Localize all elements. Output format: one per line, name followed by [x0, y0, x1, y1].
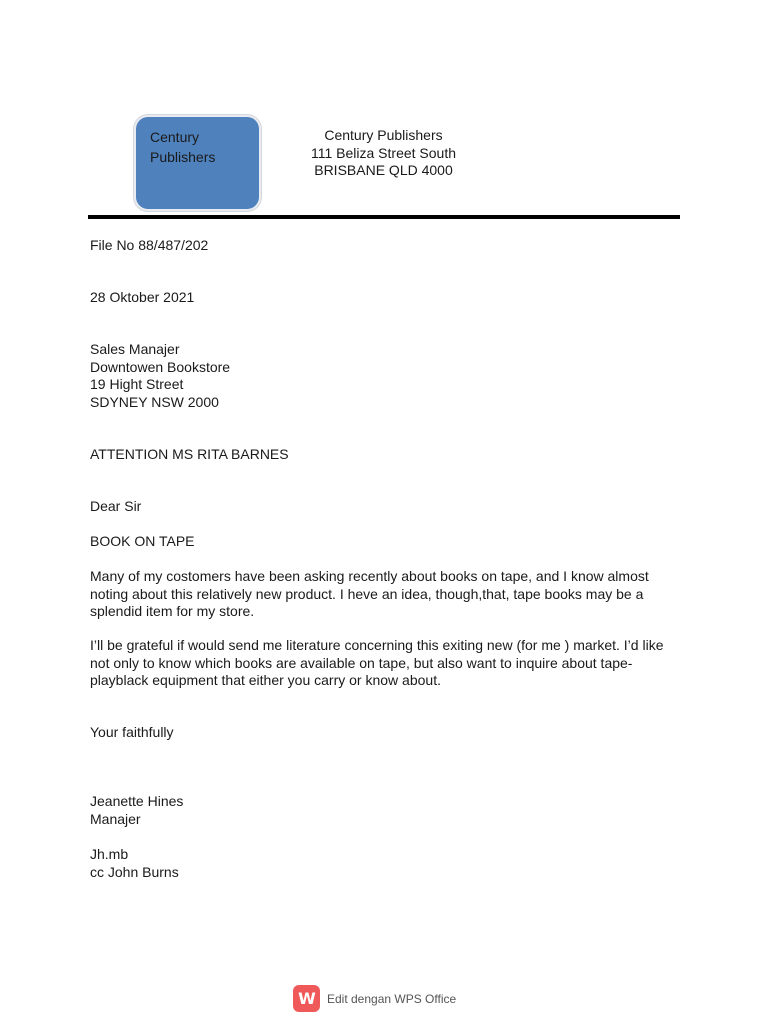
wps-edit-label[interactable]: Edit dengan WPS Office [327, 991, 457, 1006]
letterhead-street: 111 Beliza Street South [310, 144, 457, 161]
wps-office-icon: W [293, 985, 320, 1012]
signer-title: Manajer [90, 810, 141, 827]
body-paragraph-2 [90, 637, 663, 690]
company-logo-box [136, 117, 259, 209]
header-divider [88, 215, 680, 219]
logo-line-1: Century [150, 129, 200, 145]
recipient-street: 19 Hight Street [90, 376, 184, 392]
body-p1-line: noting about this relatively new product. I heve an idea, though,that, tape books may be a [90, 585, 644, 602]
body-p2-line: I’ll be grateful if would send me literature concerning this exiting new (for me ) market. I’d like [90, 637, 664, 653]
signer-name: Jeanette Hines [90, 793, 184, 809]
signature-block [90, 793, 183, 828]
recipient-city: SDYNEY NSW 2000 [90, 393, 219, 410]
subject-line: BOOK ON TAPE [90, 533, 195, 549]
reference-block [90, 846, 179, 881]
recipient-company: Downtowen Bookstore [90, 358, 231, 375]
recipient-address [90, 341, 230, 411]
reference-initials: Jh.mb [90, 846, 129, 862]
letter-date: 28 Oktober 2021 [90, 289, 195, 305]
body-p2-line: not only to know which books are available on tape, but also want to inquire about tape- [90, 654, 633, 671]
wps-edit-badge[interactable] [293, 985, 456, 1012]
recipient-title: Sales Manajer [90, 341, 180, 357]
logo-line-2: Publishers [150, 149, 216, 165]
body-p2-line: playblack equipment that either you carry or know about. [90, 672, 441, 688]
body-p1-line: splendid item for my store. [90, 603, 255, 619]
closing: Your faithfully [90, 724, 174, 740]
cc-line: cc John Burns [90, 863, 179, 880]
letterhead-company-name: Century Publishers [324, 127, 443, 143]
body-paragraph-1 [90, 568, 649, 621]
file-number: File No 88/487/202 [90, 237, 209, 253]
salutation: Dear Sir [90, 498, 142, 514]
letterhead-address [290, 127, 477, 180]
letterhead-city: BRISBANE QLD 4000 [314, 162, 453, 178]
body-p1-line: Many of my costomers have been asking recently about books on tape, and I know almost [90, 568, 649, 584]
attention-line: ATTENTION MS RITA BARNES [90, 446, 289, 462]
